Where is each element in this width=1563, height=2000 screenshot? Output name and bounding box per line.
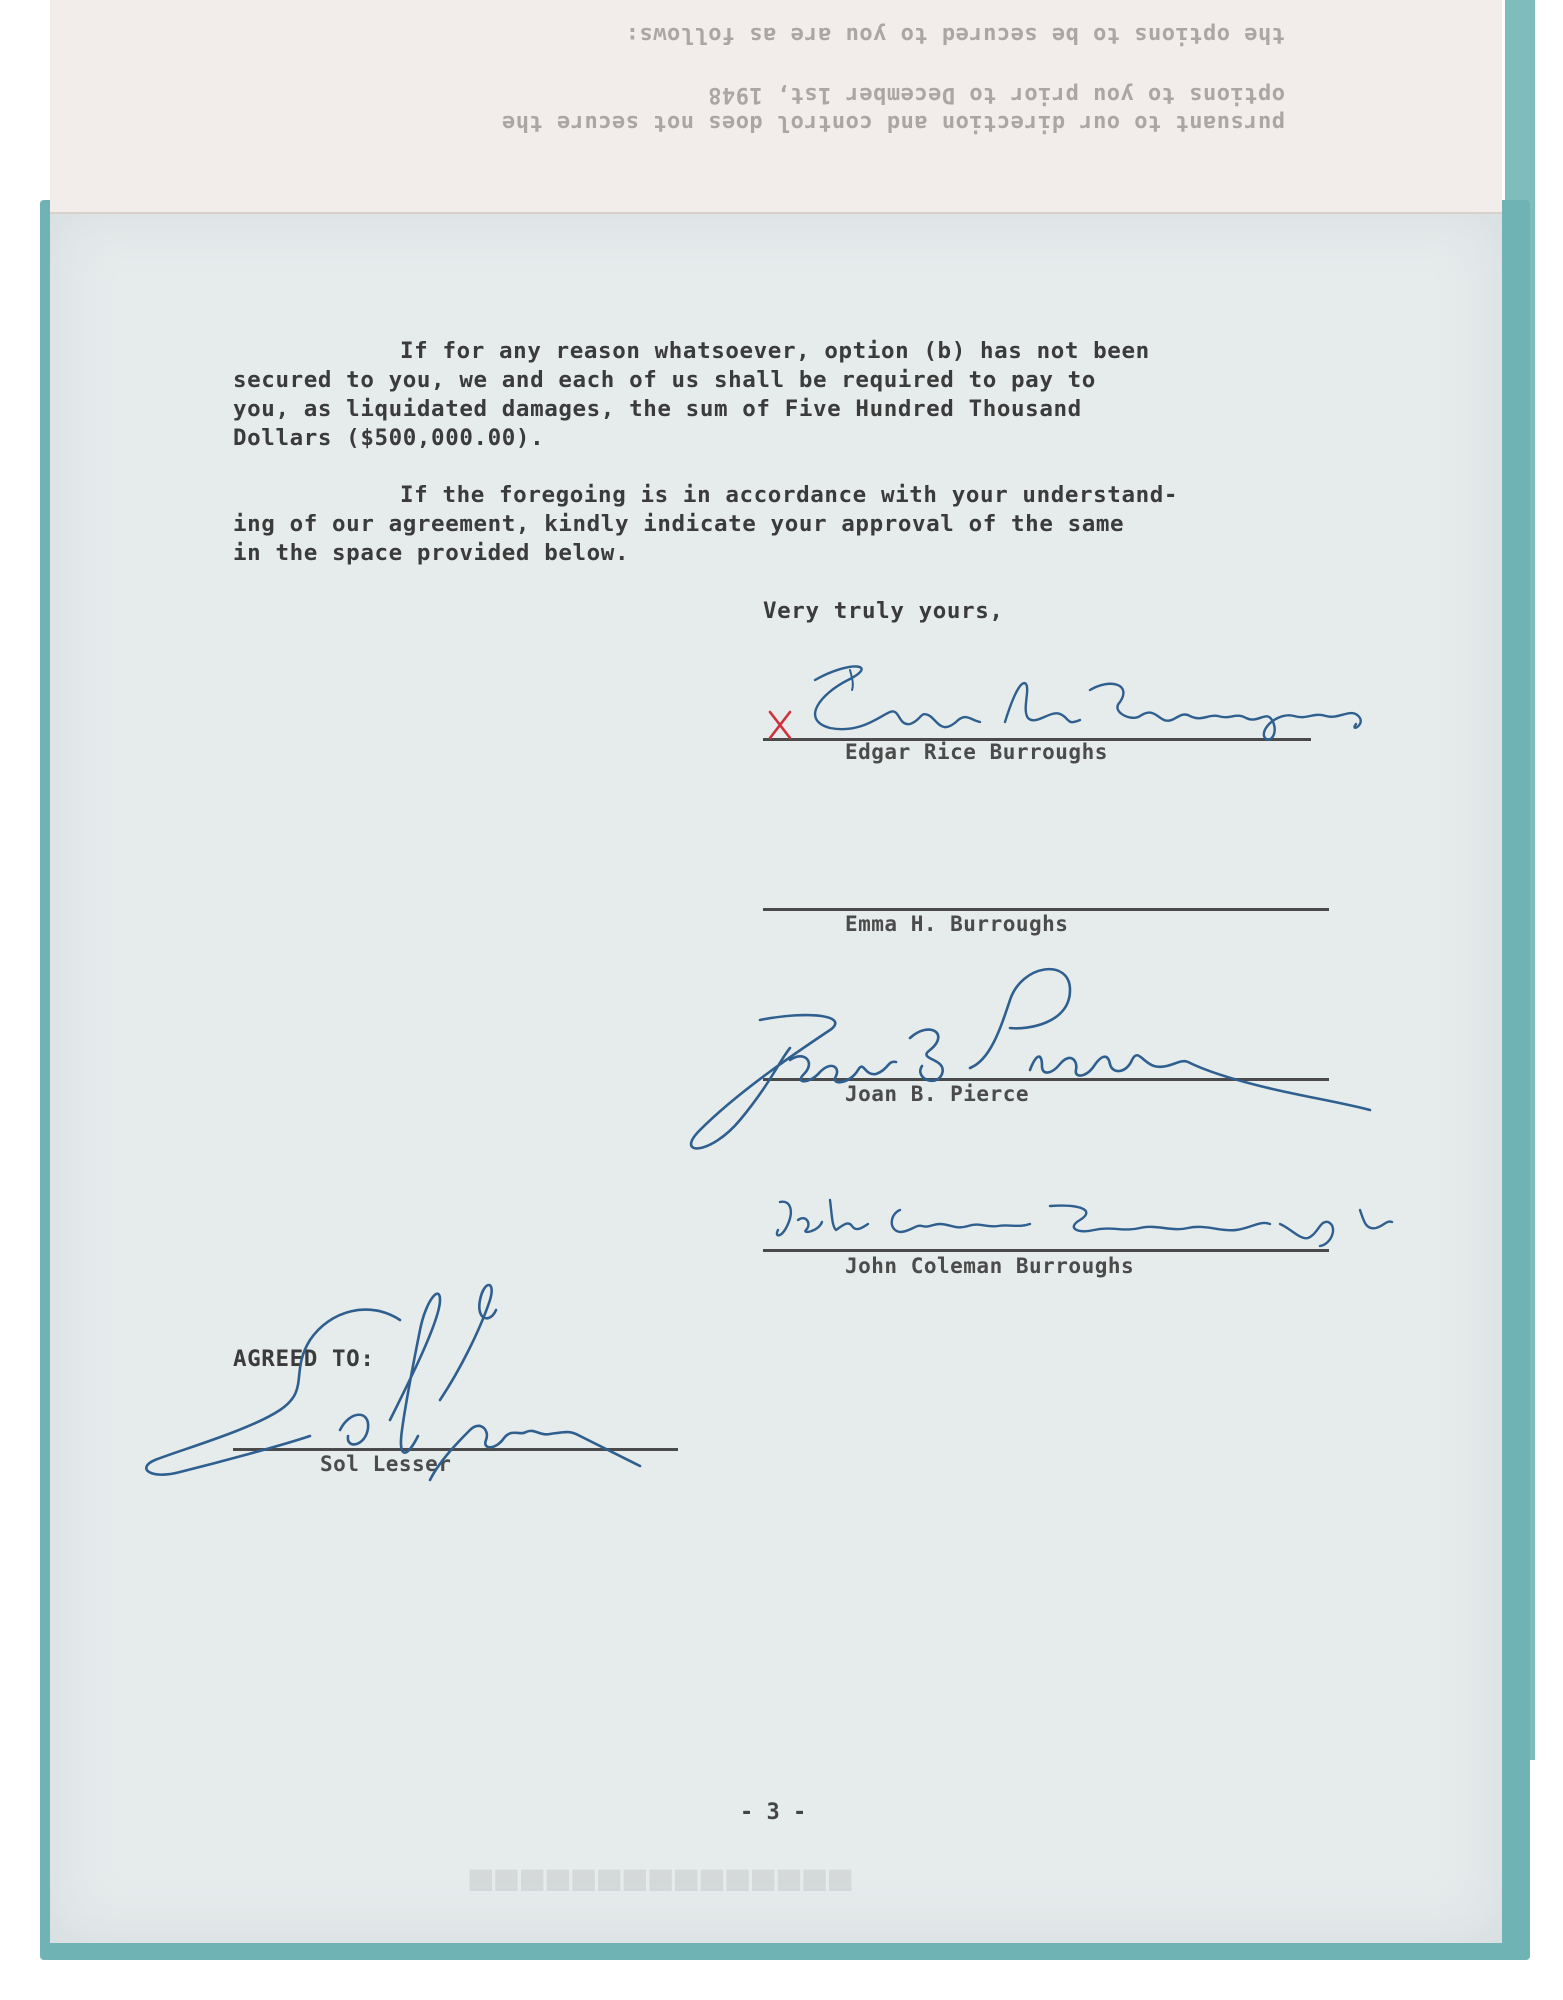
signature-joan [680, 950, 1400, 1170]
overlaid-previous-sheet [50, 0, 1502, 214]
signatory-name-emma: Emma H. Burroughs [845, 912, 1069, 936]
signature-sol [140, 1260, 660, 1520]
page-number: - 3 - [740, 1800, 807, 1825]
signature-line-emma [763, 908, 1329, 911]
bleed-through-text: ▄▄▄▄▄▄▄▄▄▄▄▄▄▄▄ [470, 1850, 856, 1891]
closing: Very truly yours, [763, 598, 1004, 624]
signatory-name-sol: Sol Lesser [320, 1452, 452, 1476]
signatory-name-joan: Joan B. Pierce [845, 1082, 1030, 1106]
signature-edgar [760, 650, 1400, 760]
paragraph-1-line-1: If for any reason whatsoever, option (b) has not been [400, 338, 1150, 364]
signature-john [760, 1180, 1450, 1260]
agreed-to-label: AGREED TO: [233, 1346, 375, 1372]
mirrored-text-line: options to you prior to December 1st, 1948 [707, 82, 1285, 107]
signatory-name-edgar: Edgar Rice Burroughs [845, 740, 1108, 764]
paragraph-2-line-3: in the space provided below. [233, 540, 630, 566]
paragraph-2-line-2: ing of our agreement, kindly indicate your approval of the same [233, 511, 1125, 537]
paragraph-1-line-4: Dollars ($500,000.00). [233, 425, 545, 451]
mirrored-text-line: the options to be secured to you are as follows: [625, 22, 1285, 47]
mirrored-text-line: pursuant to our direction and control does not secure the [501, 110, 1285, 135]
paragraph-1-line-3: you, as liquidated damages, the sum of Five Hundred Thousand [233, 396, 1082, 422]
signatory-name-john: John Coleman Burroughs [845, 1254, 1135, 1278]
paragraph-1-line-2: secured to you, we and each of us shall be required to pay to [233, 367, 1096, 393]
paragraph-2-line-1: If the foregoing is in accordance with your understand- [400, 482, 1179, 508]
